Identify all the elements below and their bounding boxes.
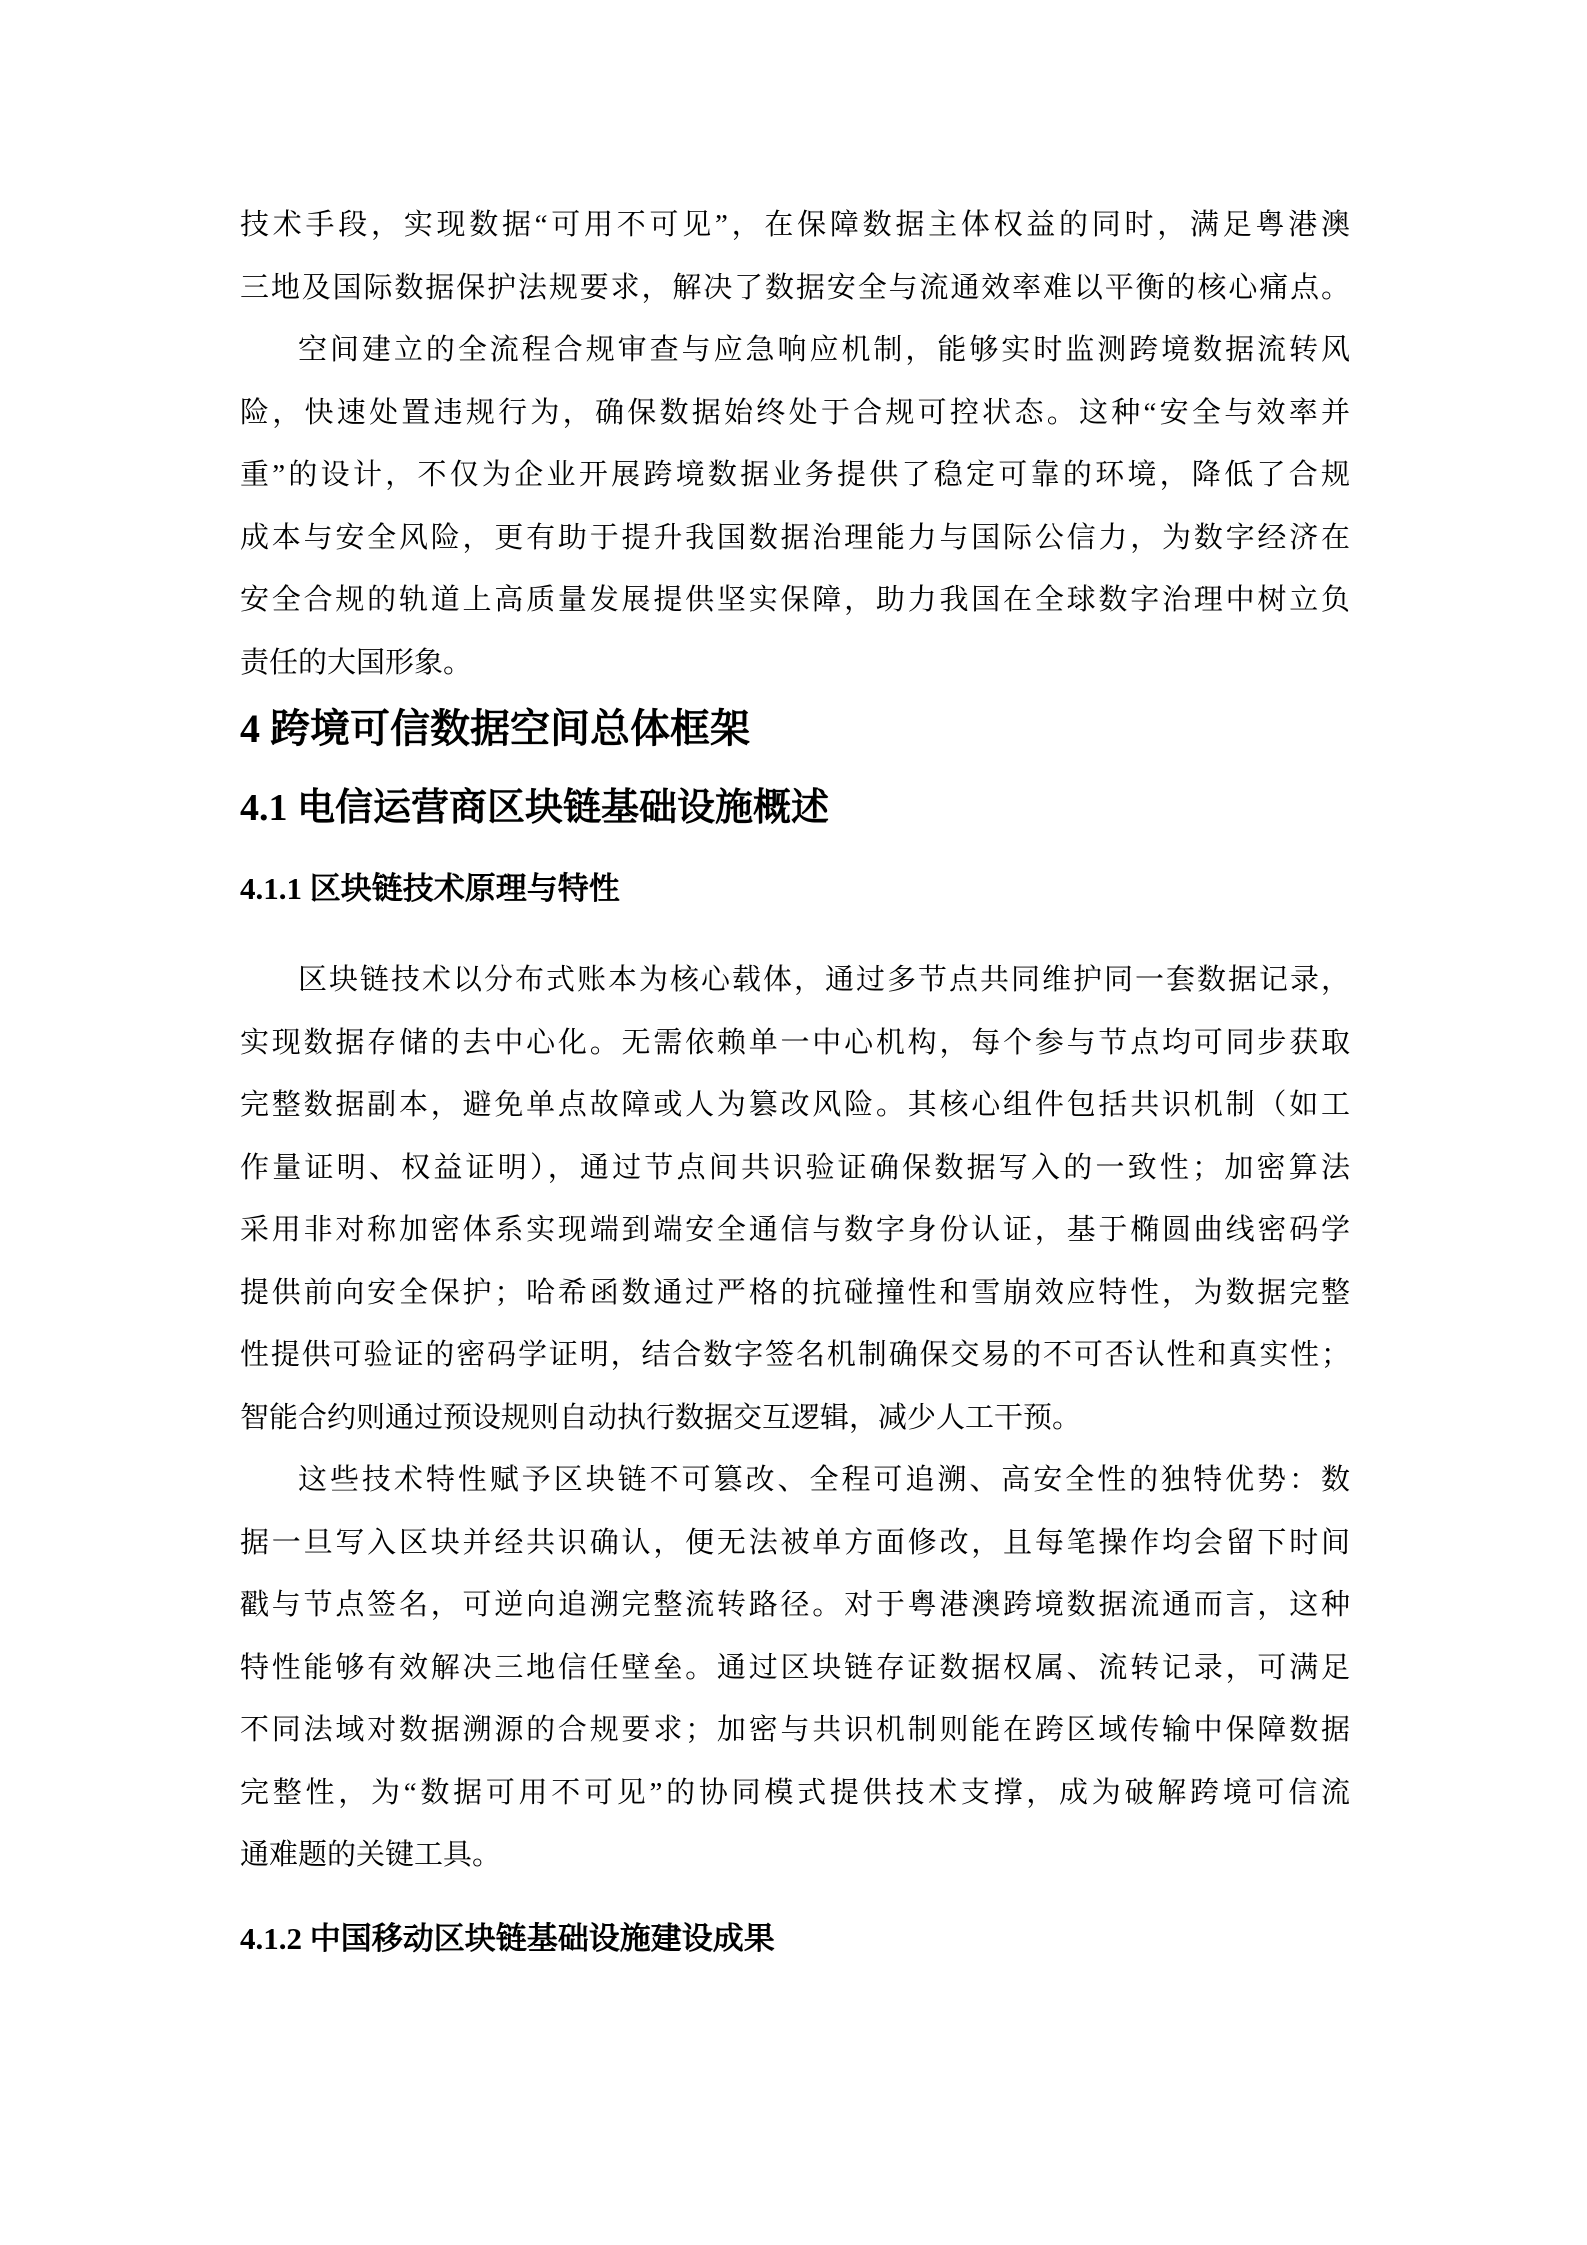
heading-section-4-1: 4.1 电信运营商区块链基础设施概述 — [240, 787, 830, 829]
text-line: 性提供可验证的密码学证明，结合数字签名机制确保交易的不可否认性和真实性； — [240, 1339, 1350, 1371]
text-line: 特性能够有效解决三地信任壁垒。通过区块链存证数据权属、流转记录，可满足 — [240, 1651, 1350, 1684]
text-line: 责任的大国形象。 — [240, 646, 473, 679]
text-line: 提供前向安全保护；哈希函数通过严格的抗碰撞性和雪崩效应特性，为数据完整 — [240, 1276, 1350, 1309]
text-line: 三地及国际数据保护法规要求，解决了数据安全与流通效率难以平衡的核心痛点。 — [240, 271, 1350, 304]
heading-chapter-4: 4 跨境可信数据空间总体框架 — [240, 706, 750, 751]
text-line: 这些技术特性赋予区块链不可篡改、全程可追溯、高安全性的独特优势：数 — [298, 1464, 1350, 1496]
text-line: 成本与安全风险，更有助于提升我国数据治理能力与国际公信力，为数字经济在 — [240, 521, 1350, 554]
text-line: 完整数据副本，避免单点故障或人为篡改风险。其核心组件包括共识机制（如工 — [240, 1089, 1350, 1121]
text-line: 完整性，为“数据可用不可见”的协同模式提供技术支撑，成为破解跨境可信流 — [240, 1776, 1350, 1809]
paragraph — [240, 1449, 1350, 1887]
text-line: 作量证明、权益证明），通过节点间共识验证确保数据写入的一致性；加密算法 — [240, 1151, 1350, 1184]
text-line: 实现数据存储的去中心化。无需依赖单一中心机构，每个参与节点均可同步获取 — [240, 1026, 1350, 1059]
text-line: 险，快速处置违规行为，确保数据始终处于合规可控状态。这种“安全与效率并 — [240, 396, 1350, 429]
text-line: 据一旦写入区块并经共识确认，便无法被单方面修改，且每笔操作均会留下时间 — [240, 1526, 1350, 1559]
text-line: 戳与节点签名，可逆向追溯完整流转路径。对于粤港澳跨境数据流通而言，这种 — [240, 1589, 1350, 1621]
text-line: 采用非对称加密体系实现端到端安全通信与数字身份认证，基于椭圆曲线密码学 — [240, 1214, 1350, 1246]
text-line: 不同法域对数据溯源的合规要求；加密与共识机制则能在跨区域传输中保障数据 — [240, 1714, 1350, 1746]
text-line: 智能合约则通过预设规则自动执行数据交互逻辑，减少人工干预。 — [240, 1401, 1082, 1434]
heading-subsection-4-1-2: 4.1.2 中国移动区块链基础设施建设成果 — [240, 1920, 775, 1956]
text-line: 技术手段，实现数据“可用不可见”，在保障数据主体权益的同时，满足粤港澳 — [240, 209, 1350, 241]
text-line: 重”的设计，不仅为企业开展跨境数据业务提供了稳定可靠的环境，降低了合规 — [240, 459, 1350, 491]
text-line: 通难题的关键工具。 — [240, 1839, 502, 1871]
text-line: 区块链技术以分布式账本为核心载体，通过多节点共同维护同一套数据记录， — [298, 964, 1350, 996]
text-line: 安全合规的轨道上高质量发展提供坚实保障，助力我国在全球数字治理中树立负 — [240, 584, 1350, 616]
paragraph — [240, 319, 1350, 694]
text-line: 空间建立的全流程合规审查与应急响应机制，能够实时监测跨境数据流转风 — [298, 334, 1350, 366]
paragraph-continuation — [240, 194, 1350, 319]
heading-subsection-4-1-1: 4.1.1 区块链技术原理与特性 — [240, 871, 620, 906]
paragraph — [240, 949, 1350, 1449]
